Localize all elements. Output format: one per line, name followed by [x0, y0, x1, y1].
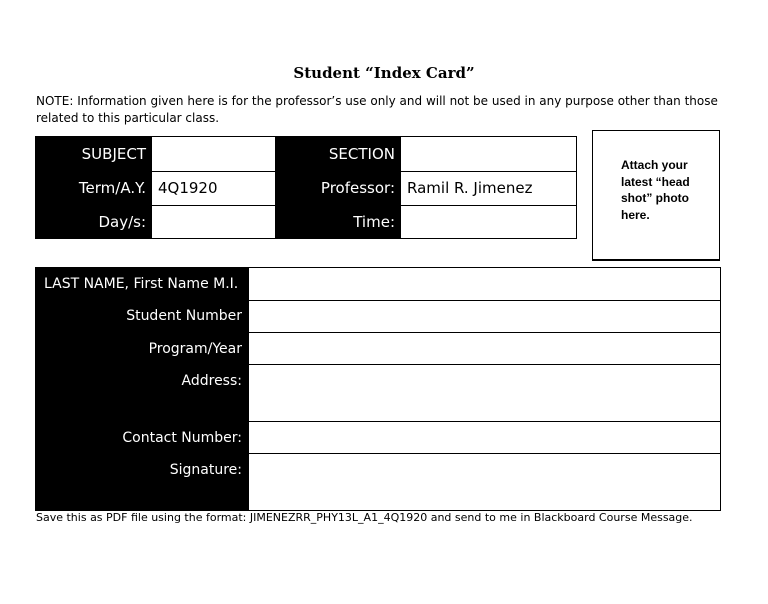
professor-label: Professor:	[276, 171, 401, 205]
signature-label: Signature:	[169, 462, 242, 478]
divider	[249, 421, 720, 422]
professor-field[interactable]: Ramil R. Jimenez	[407, 179, 533, 197]
photo-instructions: Attach your latest “head shot” photo here.	[621, 158, 690, 222]
info-row-subject	[36, 137, 578, 171]
student-info-table	[35, 267, 721, 511]
student-label-column	[36, 268, 249, 510]
address-label: Address:	[181, 373, 242, 389]
subject-label: SUBJECT	[36, 137, 152, 171]
program-year-label: Program/Year	[148, 341, 242, 357]
privacy-note: NOTE: Information given here is for the professor’s use only and will not be used in any purpose other than those related to this particular class.	[36, 94, 718, 125]
info-row-term	[36, 171, 578, 205]
name-field[interactable]	[256, 268, 711, 300]
divider	[152, 205, 276, 206]
page-title: Student “Index Card”	[293, 64, 475, 82]
signature-field[interactable]	[256, 454, 711, 509]
contact-number-label: Contact Number:	[122, 430, 242, 446]
divider	[152, 171, 276, 172]
save-instructions: Save this as PDF file using the format: JIMENEZRR_PHY13L_A1_4Q1920 and send to me in Blackboard Course Message.	[36, 511, 693, 524]
student-number-label: Student Number	[126, 308, 242, 324]
contact-number-field[interactable]	[256, 422, 711, 453]
class-info-table	[35, 136, 577, 239]
term-label: Term/A.Y.	[36, 171, 152, 205]
divider	[249, 364, 720, 365]
days-label: Day/s:	[36, 205, 152, 239]
days-field[interactable]	[152, 205, 276, 239]
subject-field[interactable]	[152, 137, 276, 171]
student-number-field[interactable]	[256, 301, 711, 332]
address-field[interactable]	[256, 365, 711, 421]
program-year-field[interactable]	[256, 333, 711, 364]
section-field[interactable]	[401, 137, 577, 171]
divider	[275, 137, 276, 239]
photo-box[interactable]	[592, 130, 720, 261]
divider	[401, 205, 577, 206]
section-label: SECTION	[276, 137, 401, 171]
time-label: Time:	[276, 205, 401, 239]
name-label: LAST NAME, First Name M.I.	[44, 276, 239, 292]
info-row-days	[36, 205, 578, 239]
term-field[interactable]: 4Q1920	[158, 179, 218, 197]
time-field[interactable]	[401, 205, 577, 239]
divider	[249, 453, 720, 454]
divider	[401, 171, 577, 172]
divider	[249, 300, 720, 301]
divider	[249, 332, 720, 333]
